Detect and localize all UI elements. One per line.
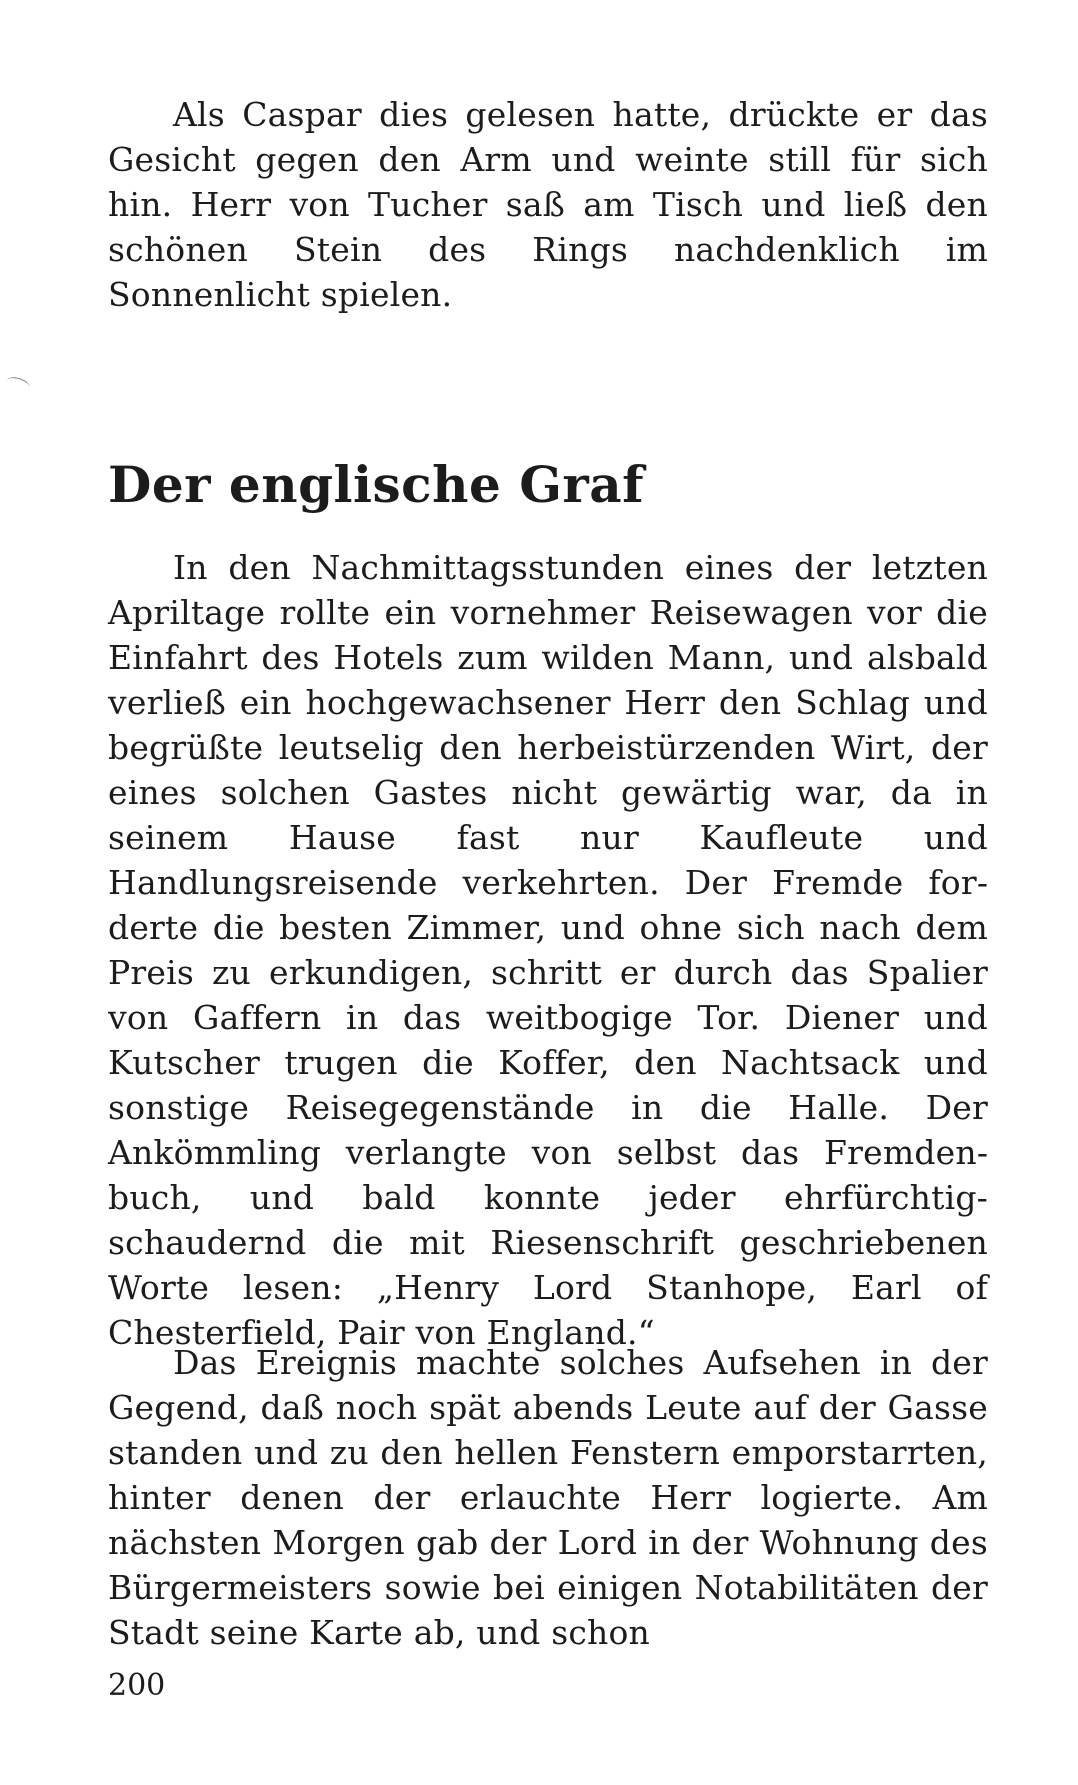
chapter-heading: Der englische Graf bbox=[108, 455, 645, 514]
paragraph-sensation: Das Ereignis machte solches Aufsehen in der Gegend, daß noch spät abends Leute auf der Gasse standen und zu den hellen Fenstern emporstarrten, hinter denen der erlauchte Herr logierte. Am nächsten Morgen gab der Lord in der Wohnung des Bürgermeisters sowie bei einigen Notabilitäten der Stadt seine Karte ab, und schon bbox=[108, 1343, 988, 1652]
scan-mark bbox=[5, 375, 32, 395]
paragraph-intro: Als Caspar dies gelesen hatte, drückte er das Gesicht gegen den Arm und weinte still für sich hin. Herr von Tucher saß am Tisch und ließ den schönen Stein des Rings nachdenklich im Sonnenlicht spielen. bbox=[108, 95, 988, 314]
paragraph-arrival: In den Nachmittagsstunden eines der letzten Apriltage rollte ein vornehmer Reisewagen vor die Einfahrt des Hotels zum wilden Mann, und alsbald verließ ein hochgewachsener Herr den Schlag und begrüßte leutselig den herbeistürzenden Wirt, der eines solchen Gastes nicht gewärtig war, da in seinem Hause fast nur Kaufleute und Handlungsreisende verkehrten. Der Fremde forderte die besten Zimmer, und ohne sich nach dem Preis zu erkundigen, schritt er durch das Spalier von Gaffern in das weitbogige Tor. Diener und Kutscher trugen die Koffer, den Nachtsack und sonstige Reisegegenstände in die Halle. Der Ankömmling verlangte von selbst das Fremdenbuch, und bald konnte jeder ehrfürchtig-schaudernd die mit Riesenschrift geschriebenen Worte lesen: „Henry Lord Stanhope, Earl of Chesterfield, Pair von England.“ bbox=[108, 548, 988, 1352]
page-number: 200 bbox=[108, 1668, 166, 1703]
